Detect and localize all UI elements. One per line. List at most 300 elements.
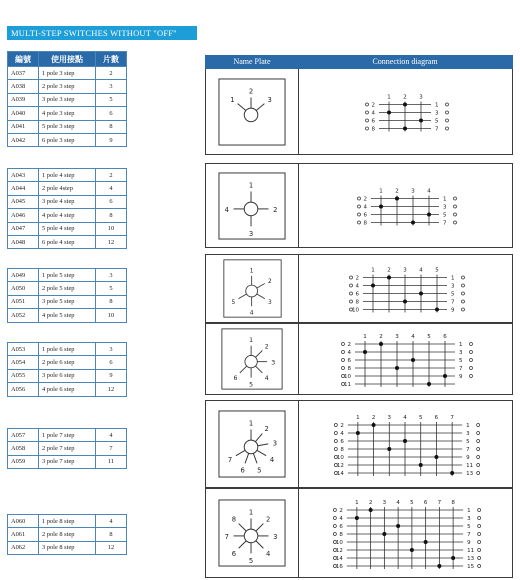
terminal-label: 5	[451, 291, 455, 298]
position-label: 4	[249, 310, 254, 317]
step-number: 4	[427, 188, 431, 195]
cell-use: 1 pole 7 step	[39, 429, 96, 442]
terminal-label: 6	[340, 439, 344, 445]
position-label: 2	[248, 87, 254, 96]
connection-graphic	[303, 326, 507, 392]
terminal-circle	[342, 351, 345, 354]
terminal-circle	[350, 276, 353, 279]
contact-dot	[419, 292, 423, 296]
terminal-label: 5	[466, 439, 470, 445]
table-row	[8, 282, 127, 295]
terminal-circle	[470, 351, 473, 354]
cell-code: A040	[8, 107, 39, 120]
contact-dot	[451, 556, 455, 560]
contact-dot	[395, 366, 399, 370]
cell-code: A037	[8, 67, 39, 80]
terminal-label: 10	[335, 540, 343, 546]
contact-dot	[427, 382, 431, 386]
table-row	[8, 295, 127, 308]
terminal-label: 4	[340, 431, 344, 437]
step-number: 2	[395, 188, 399, 195]
terminal-label: 10	[344, 374, 351, 380]
contact-dot	[434, 455, 438, 459]
terminal-circle	[446, 111, 449, 114]
terminal-label: 8	[363, 220, 367, 227]
terminal-label: 11	[467, 548, 475, 554]
cell-code: A038	[8, 80, 39, 93]
terminal-circle	[478, 549, 481, 552]
terminal-circle	[462, 300, 465, 303]
contact-dot	[387, 447, 391, 451]
table-row	[8, 209, 127, 222]
cell-code: A056	[8, 383, 39, 396]
step-number: 2	[403, 94, 407, 101]
step-number: 1	[371, 267, 375, 274]
position-label: 6	[240, 466, 245, 475]
cell-code: A062	[8, 541, 39, 554]
position-line	[257, 450, 266, 455]
spec-table	[7, 168, 127, 249]
terminal-circle	[342, 359, 345, 362]
terminal-label: 12	[336, 463, 344, 469]
contact-dot	[419, 463, 423, 467]
cell-num: 5	[96, 93, 127, 106]
diagram-panel	[205, 163, 513, 248]
table-row	[8, 169, 127, 182]
cell-num: 3	[96, 269, 127, 282]
position-line	[256, 541, 264, 549]
name-plate-graphic	[221, 328, 283, 390]
position-label: 1	[249, 268, 254, 275]
name-plate	[223, 259, 282, 323]
connection-diagram	[303, 491, 507, 580]
terminal-label: 7	[451, 299, 455, 306]
connection-diagram	[303, 71, 507, 157]
contact-dot	[369, 508, 373, 512]
contact-dot	[387, 111, 391, 115]
table-row	[8, 222, 127, 235]
terminal-circle	[470, 367, 473, 370]
header-use: 使用接點	[39, 52, 96, 67]
cell-use: 4 pole 5 step	[39, 309, 96, 322]
cell-num: 6	[96, 107, 127, 120]
table-row	[8, 515, 127, 528]
contact-dot	[403, 439, 407, 443]
terminal-label: 9	[451, 307, 455, 314]
contact-dot	[410, 548, 414, 552]
cell-code: A039	[8, 93, 39, 106]
step-number: 4	[403, 415, 407, 421]
contact-dot	[372, 423, 376, 427]
connection-diagram	[303, 257, 507, 325]
position-label: 5	[248, 557, 254, 566]
cell-num: 2	[96, 169, 127, 182]
terminal-label: 14	[336, 471, 344, 477]
terminal-circle	[477, 464, 480, 467]
step-number: 1	[363, 334, 367, 340]
diagram-panel	[205, 488, 513, 578]
terminal-label: 3	[467, 516, 471, 522]
name-plate-graphic	[223, 259, 282, 318]
terminal-circle	[446, 119, 449, 122]
table-row	[8, 455, 127, 468]
connection-graphic	[303, 71, 507, 152]
step-number: 1	[355, 500, 359, 506]
terminal-label: 4	[363, 204, 367, 211]
cell-num: 9	[96, 369, 127, 382]
terminal-circle	[477, 440, 480, 443]
terminal-circle	[366, 103, 369, 106]
position-label: 2	[273, 205, 278, 214]
position-line	[258, 444, 269, 446]
table-row	[8, 429, 127, 442]
contact-dot	[371, 284, 375, 288]
terminal-label: 5	[435, 118, 439, 125]
cell-use: 3 pole 7 step	[39, 455, 96, 468]
knob-circle	[245, 355, 257, 367]
cell-code: A052	[8, 309, 39, 322]
terminal-circle	[366, 111, 369, 114]
terminal-circle	[350, 292, 353, 295]
terminal-label: 6	[339, 524, 343, 530]
cell-num: 12	[96, 541, 127, 554]
terminal-label: 11	[466, 463, 474, 469]
terminal-label: 1	[435, 102, 439, 109]
connection-diagram	[303, 326, 507, 397]
cell-code: A053	[8, 343, 39, 356]
cell-code: A045	[8, 195, 39, 208]
terminal-label: 3	[466, 431, 470, 437]
terminal-circle	[342, 343, 345, 346]
table-row	[8, 182, 127, 195]
terminal-label: 7	[459, 366, 463, 372]
terminal-label: 3	[443, 204, 447, 211]
knob-circle	[244, 202, 258, 216]
cell-code: A060	[8, 515, 39, 528]
connection-diagram	[303, 403, 507, 490]
cell-code: A047	[8, 222, 39, 235]
terminal-circle	[446, 127, 449, 130]
terminal-label: 1	[466, 423, 470, 429]
contact-dot	[450, 471, 454, 475]
terminal-label: 16	[335, 564, 343, 570]
terminal-label: 10	[352, 307, 359, 314]
cell-num: 10	[96, 222, 127, 235]
position-line	[238, 103, 246, 110]
step-number: 2	[368, 500, 373, 506]
contact-dot	[395, 197, 399, 201]
table-row	[8, 80, 127, 93]
position-line	[239, 541, 247, 549]
table-row	[8, 343, 127, 356]
contact-dot	[403, 300, 407, 304]
terminal-label: 8	[347, 366, 351, 372]
terminal-label: 2	[363, 196, 367, 203]
step-number: 4	[396, 500, 400, 506]
terminal-circle	[478, 517, 481, 520]
spec-table	[7, 514, 127, 555]
contact-dot	[356, 431, 360, 435]
terminal-label: 1	[467, 508, 471, 514]
step-number: 6	[434, 415, 439, 421]
cell-use: 1 pole 6 step	[39, 343, 96, 356]
step-number: 3	[411, 188, 415, 195]
table-row	[8, 67, 127, 80]
connection-graphic	[303, 491, 507, 575]
panel-divider	[298, 489, 299, 577]
position-label: 5	[257, 466, 262, 475]
position-line	[245, 453, 249, 463]
terminal-circle	[477, 432, 480, 435]
contact-dot	[437, 564, 441, 568]
cell-code: A044	[8, 182, 39, 195]
cell-code: A050	[8, 282, 39, 295]
cell-num: 8	[96, 295, 127, 308]
terminal-circle	[462, 308, 465, 311]
table-row	[8, 120, 127, 133]
terminal-circle	[366, 127, 369, 130]
cell-num: 5	[96, 282, 127, 295]
cell-code: A059	[8, 455, 39, 468]
terminal-label: 13	[467, 556, 475, 562]
knob-circle	[244, 108, 258, 122]
cell-num: 7	[96, 442, 127, 455]
step-number: 2	[379, 334, 383, 340]
cell-use: 5 pole 4 step	[39, 222, 96, 235]
step-number: 2	[387, 267, 391, 274]
cell-num: 12	[96, 235, 127, 248]
panel-divider	[298, 164, 299, 247]
table-row	[8, 541, 127, 554]
terminal-label: 2	[355, 275, 359, 282]
step-number: 5	[435, 267, 439, 274]
step-number: 4	[419, 267, 423, 274]
cell-use: 3 pole 6 step	[39, 369, 96, 382]
position-label: 3	[273, 532, 278, 541]
step-number: 1	[379, 188, 383, 195]
cell-code: A043	[8, 169, 39, 182]
terminal-circle	[462, 292, 465, 295]
terminal-circle	[334, 432, 337, 435]
name-plate-header: Name Plate	[233, 57, 271, 66]
contact-dot	[419, 119, 423, 123]
step-number: 3	[419, 94, 423, 101]
cell-code: A054	[8, 356, 39, 369]
terminal-circle	[454, 205, 457, 208]
cell-use: 1 pole 3 step	[39, 67, 96, 80]
terminal-label: 8	[340, 447, 344, 453]
terminal-circle	[454, 197, 457, 200]
cell-num: 9	[96, 133, 127, 146]
diagram-panel	[205, 55, 513, 155]
name-plate	[221, 328, 283, 395]
terminal-circle	[350, 300, 353, 303]
position-label: 7	[227, 455, 233, 464]
position-line	[236, 450, 245, 455]
terminal-label: 7	[443, 220, 447, 227]
table-row	[8, 383, 127, 396]
name-plate-graphic	[218, 172, 286, 240]
cell-use: 2 pole 6 step	[39, 356, 96, 369]
table-row	[8, 369, 127, 382]
step-number: 2	[371, 415, 376, 421]
terminal-label: 3	[435, 110, 439, 117]
table-row	[8, 442, 127, 455]
position-label: 4	[269, 455, 275, 464]
name-plate	[218, 410, 286, 483]
knob-circle	[245, 285, 257, 297]
terminal-label: 5	[459, 358, 463, 364]
contact-dot	[403, 103, 407, 107]
position-line	[255, 434, 262, 442]
terminal-label: 3	[451, 283, 455, 290]
cell-code: A049	[8, 269, 39, 282]
cell-num: 6	[96, 356, 127, 369]
position-label: 6	[233, 374, 238, 382]
contact-dot	[443, 374, 447, 378]
cell-use: 3 pole 3 step	[39, 93, 96, 106]
terminal-label: 15	[467, 564, 475, 570]
knob-circle	[244, 529, 258, 543]
step-number: 1	[356, 415, 360, 421]
terminal-circle	[366, 119, 369, 122]
diagram-panel	[205, 400, 513, 488]
position-label: 4	[264, 374, 269, 382]
terminal-circle	[478, 525, 481, 528]
cell-num: 2	[96, 67, 127, 80]
cell-use: 6 pole 3 step	[39, 133, 96, 146]
terminal-label: 5	[443, 212, 447, 219]
position-label: 1	[230, 95, 235, 104]
terminal-label: 2	[340, 423, 344, 429]
connection-graphic	[303, 166, 507, 245]
cell-use: 3 pole 8 step	[39, 541, 96, 554]
terminal-label: 13	[466, 471, 474, 477]
terminal-circle	[334, 424, 337, 427]
terminal-label: 1	[443, 196, 447, 203]
position-label: 3	[271, 359, 276, 367]
position-label: 5	[249, 381, 254, 389]
terminal-label: 7	[467, 532, 471, 538]
terminal-circle	[477, 424, 480, 427]
position-line	[255, 366, 262, 373]
step-number: 6	[423, 500, 428, 506]
terminal-label: 5	[467, 524, 471, 530]
table-row	[8, 93, 127, 106]
position-label: 6	[231, 550, 237, 559]
terminal-label: 2	[371, 102, 375, 109]
step-number: 3	[382, 500, 387, 506]
position-line	[255, 350, 262, 357]
cell-num: 11	[96, 455, 127, 468]
terminal-circle	[454, 221, 457, 224]
cell-num: 3	[96, 80, 127, 93]
terminal-circle	[333, 525, 336, 528]
terminal-circle	[478, 565, 481, 568]
cell-use: 2 pole 3 step	[39, 80, 96, 93]
table-row	[8, 235, 127, 248]
cell-code: A041	[8, 120, 39, 133]
terminal-circle	[350, 284, 353, 287]
terminal-label: 8	[339, 532, 343, 538]
spec-table	[7, 342, 127, 397]
table-row	[8, 309, 127, 322]
contact-dot	[424, 540, 428, 544]
terminal-label: 12	[335, 548, 343, 554]
terminal-label: 2	[339, 508, 343, 514]
diagram-panel	[205, 323, 513, 395]
contact-dot	[403, 127, 407, 131]
spec-table	[7, 51, 127, 147]
terminal-label: 11	[344, 382, 351, 388]
table-row	[8, 195, 127, 208]
cell-use: 1 pole 5 step	[39, 269, 96, 282]
terminal-circle	[477, 472, 480, 475]
cell-num: 12	[96, 383, 127, 396]
connection-graphic	[303, 257, 507, 320]
position-label: 3	[248, 229, 254, 238]
cell-use: 2 pole 7 step	[39, 442, 96, 455]
terminal-circle	[358, 205, 361, 208]
position-line	[240, 366, 247, 373]
cell-num: 8	[96, 120, 127, 133]
terminal-circle	[358, 221, 361, 224]
cell-use: 3 pole 4 step	[39, 195, 96, 208]
terminal-label: 2	[347, 342, 351, 348]
contact-dot	[411, 358, 415, 362]
name-plate	[218, 499, 286, 572]
contact-dot	[396, 524, 400, 528]
position-line	[256, 283, 264, 288]
name-plate	[218, 78, 286, 151]
table-row	[8, 528, 127, 541]
step-number: 6	[443, 334, 447, 340]
header-num: 片數	[96, 52, 127, 67]
terminal-circle	[333, 509, 336, 512]
panel-divider	[298, 255, 299, 322]
terminal-circle	[478, 541, 481, 544]
step-number: 4	[411, 334, 415, 340]
cell-num: 10	[96, 309, 127, 322]
position-line	[256, 294, 264, 299]
terminal-circle	[342, 367, 345, 370]
terminal-circle	[478, 509, 481, 512]
contact-dot	[411, 221, 415, 225]
contact-dot	[379, 205, 383, 209]
contact-dot	[379, 342, 383, 346]
connection-header: Connection diagram	[372, 57, 438, 66]
cell-num: 4	[96, 182, 127, 195]
position-label: 3	[267, 300, 272, 307]
contact-dot	[427, 213, 431, 217]
table-row	[8, 356, 127, 369]
terminal-label: 4	[371, 110, 375, 117]
contact-dot	[355, 516, 359, 520]
knob-circle	[244, 440, 258, 454]
terminal-label: 8	[355, 299, 359, 306]
terminal-circle	[334, 440, 337, 443]
panel-divider	[298, 401, 299, 487]
cell-use: 1 pole 8 step	[39, 515, 96, 528]
spec-table	[7, 268, 127, 323]
terminal-label: 6	[355, 291, 359, 298]
cell-use: 5 pole 3 step	[39, 120, 96, 133]
cell-num: 6	[96, 195, 127, 208]
cell-use: 3 pole 5 step	[39, 295, 96, 308]
position-label: 4	[266, 550, 271, 559]
terminal-label: 1	[451, 275, 455, 282]
terminal-circle	[477, 456, 480, 459]
